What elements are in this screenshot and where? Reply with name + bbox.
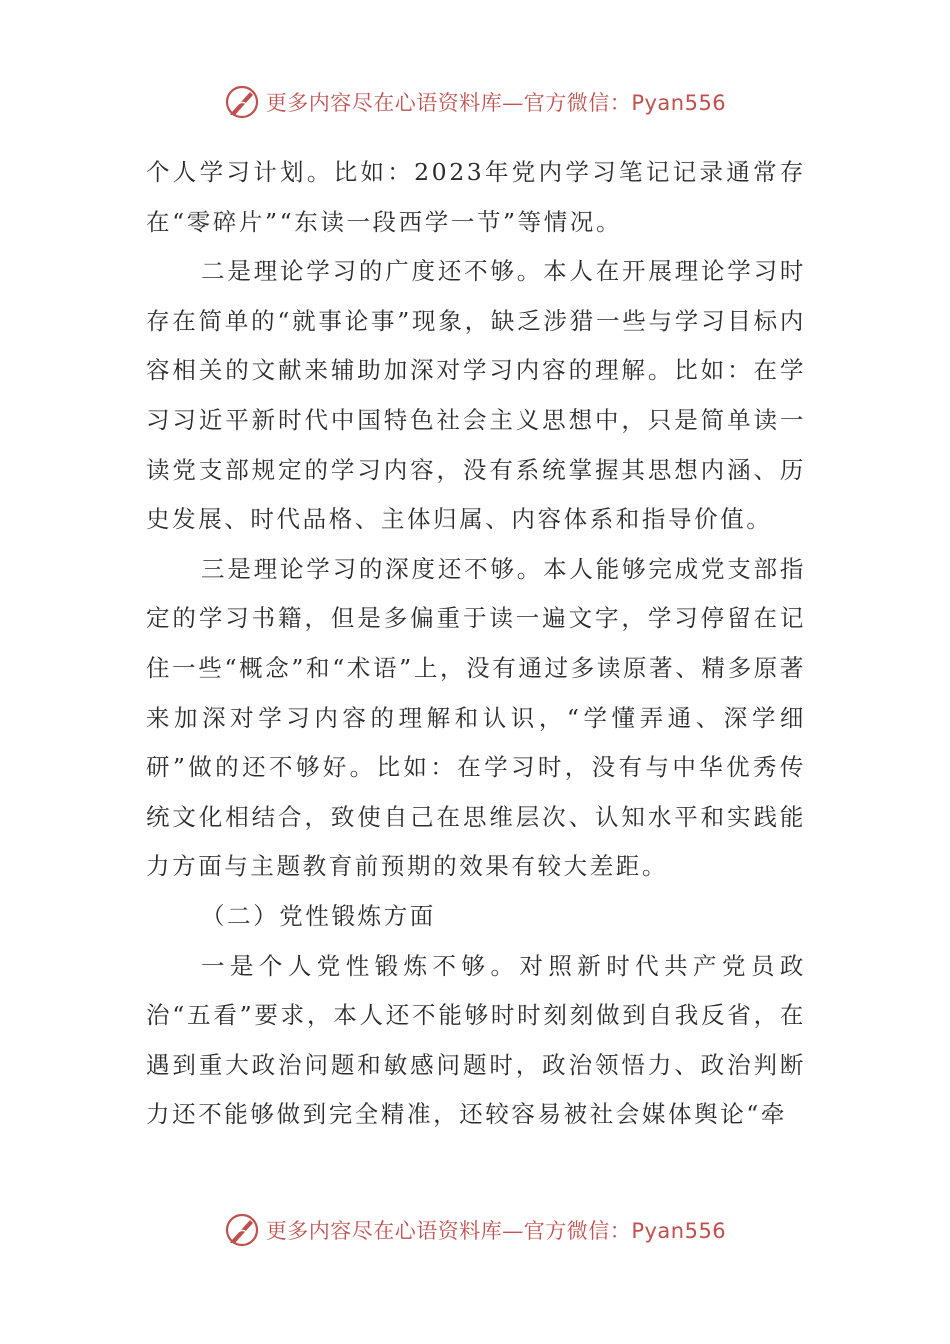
footer-banner-text: [266, 1215, 726, 1245]
header-banner-cn: 更多内容尽在心语资料库—官方微信：: [265, 91, 632, 115]
header-banner-text: [266, 87, 726, 117]
header-banner-wechat-id: Pyan556: [631, 91, 727, 115]
paragraph-2: 二是理论学习的广度还不够。本人在开展理论学习时存在简单的“就事论事”现象，缺乏涉猎一些与学习目标内容相关的文献来辅助加深对学习内容的理解。比如：在学习习近平新时代中国特色社会主义思想中，只是简单读一读党支部规定的学习内容，没有系统掌握其思想内涵、历史发展、时代品格、主体归属、内容体系和指导价值。: [146, 257, 806, 534]
paragraph-1: 个人学习计划。比如：2023年党内学习笔记记录通常存在“零碎片”“东读一段西学一节”等情况。: [146, 158, 806, 236]
paragraph-4: 一是个人党性锻炼不够。对照新时代共产党员政治“五看”要求，本人还不能够时时刻刻做到自我反省，在遇到重大政治问题和敏感问题时，政治领悟力、政治判断力还不能够做到完全精准，还较容易被社会媒体舆论“牵: [146, 951, 806, 1129]
quill-pen-logo-icon: [224, 84, 260, 120]
header-banner: [0, 82, 950, 122]
footer-banner: [0, 1210, 950, 1250]
section-heading: （二）党性锻炼方面: [201, 901, 436, 930]
footer-banner-wechat-id: Pyan556: [631, 1219, 727, 1243]
footer-banner-cn: 更多内容尽在心语资料库—官方微信：: [265, 1219, 632, 1243]
paragraph-3: 三是理论学习的深度还不够。本人能够完成党支部指定的学习书籍，但是多偏重于读一遍文字，学习停留在记住一些“概念”和“术语”上，没有通过多读原著、精多原著来加深对学习内容的理解和认识，“学懂弄通、深学细研”做的还不够好。比如：在学习时，没有与中华优秀传统文化相结合，致使自己在思维层次、认知水平和实践能力方面与主题教育前预期的效果有较大差距。: [146, 554, 806, 881]
quill-pen-logo-icon: [224, 1212, 260, 1248]
document-body: [146, 148, 806, 1140]
